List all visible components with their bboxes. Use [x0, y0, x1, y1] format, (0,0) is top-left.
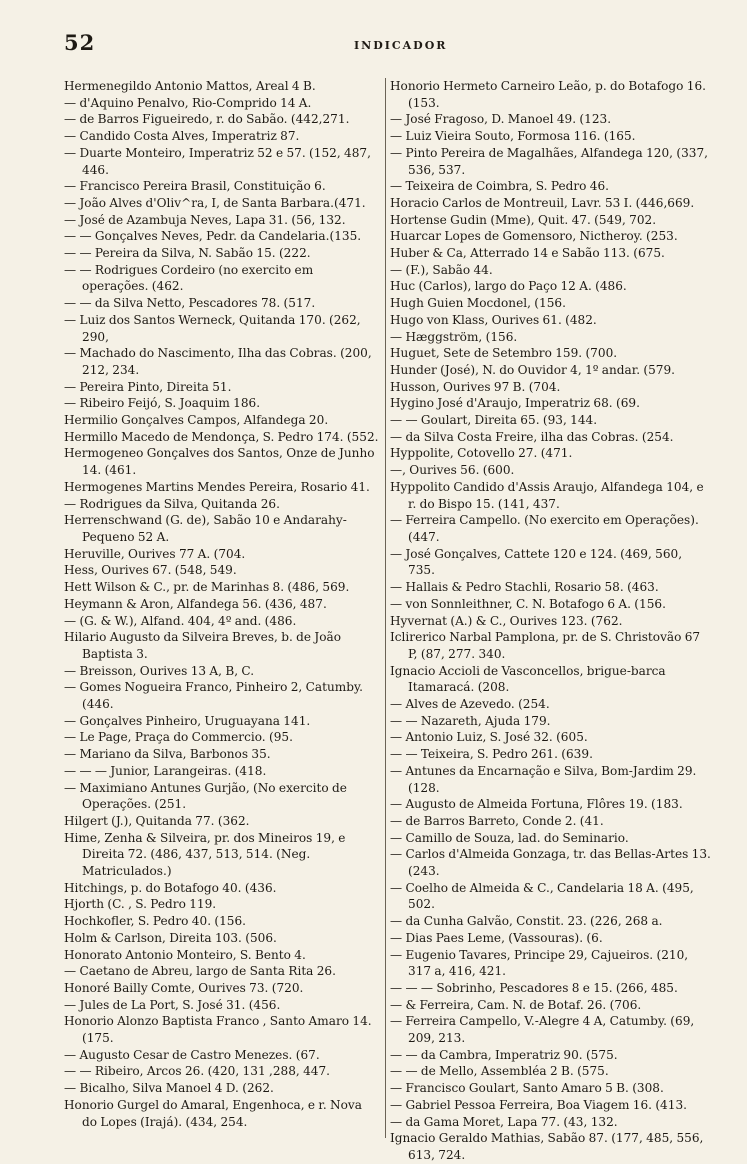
- directory-entry: — — Goulart, Direita 65. (93, 144.: [390, 413, 598, 428]
- directory-entry: Hess, Ourives 67. (548, 549.: [64, 563, 237, 578]
- directory-entry: Hyppolite, Cotovello 27. (471.: [390, 446, 573, 461]
- directory-entry: — Ribeiro Feijó, S. Joaquim 186.: [64, 396, 261, 411]
- directory-entry: — Alves de Azevedo. (254.: [390, 697, 550, 712]
- directory-entry: — Antunes da Encarnação e Silva, Bom-Jardim 29. (128.: [390, 763, 697, 795]
- directory-entry: — Ferreira Campello, V.-Alegre 4 A, Catumby. (69, 209, 213.: [390, 1014, 695, 1046]
- directory-entry: — Teixeira de Coimbra, S. Pedro 46.: [390, 179, 609, 194]
- directory-entry: Hime, Zenha & Silveira, pr. dos Mineiros 19, e Direita 72. (486, 437, 513, 514. (Neg. Matriculados.): [64, 830, 346, 879]
- directory-entry: — — — Junior, Larangeiras. (418.: [64, 763, 267, 778]
- right-column: [390, 78, 712, 1164]
- directory-entry: — Dias Paes Leme, (Vassouras). (6.: [390, 930, 603, 945]
- directory-entry: — — Ribeiro, Arcos 26. (420, 131 ,288, 447.: [64, 1064, 331, 1079]
- directory-entry: — Machado do Nascimento, Ilha das Cobras. (200, 212, 234.: [64, 346, 372, 377]
- directory-entry: — Gabriel Pessoa Ferreira, Boa Viagem 16. (413.: [390, 1097, 687, 1112]
- directory-entry: — Caetano de Abreu, largo de Santa Rita 26.: [64, 964, 336, 979]
- directory-entry: — Eugenio Tavares, Principe 29, Cajueiros. (210, 317 a, 416, 421.: [390, 947, 689, 979]
- directory-entry: — Pereira Pinto, Direita 51.: [64, 379, 232, 394]
- directory-entry: — Augusto Cesar de Castro Menezes. (67.: [64, 1047, 320, 1062]
- directory-entry: — Gomes Nogueira Franco, Pinheiro 2, Catumby. (446.: [64, 680, 364, 712]
- directory-entry: — Antonio Luiz, S. José 32. (605.: [390, 730, 588, 745]
- directory-entry: — von Sonnleithner, C. N. Botafogo 6 A. (156.: [390, 596, 666, 611]
- directory-entry: Honoré Bailly Comte, Ourives 73. (720.: [64, 980, 304, 995]
- directory-entry: Huc (Carlos), largo do Paço 12 A. (486.: [390, 279, 627, 294]
- directory-entry: — d'Aquino Penalvo, Rio-Comprido 14 A.: [64, 95, 312, 110]
- directory-entry: Huarcar Lopes de Gomensoro, Nictheroy. (253.: [390, 229, 678, 244]
- directory-entry: Horacio Carlos de Montreuil, Lavr. 53 I. (446,669.: [390, 195, 695, 210]
- directory-entry: Heruville, Ourives 77 A. (704.: [64, 546, 246, 561]
- directory-entry: — de Barros Barreto, Conde 2. (41.: [390, 813, 604, 828]
- directory-entry: — Mariano da Silva, Barbonos 35.: [64, 747, 271, 762]
- directory-entry: Hermenegildo Antonio Mattos, Areal 4 B.: [64, 79, 316, 93]
- directory-entry: — Hallais & Pedro Stachli, Rosario 58. (463.: [390, 580, 659, 595]
- directory-entry: — Rodrigues da Silva, Quitanda 26.: [64, 496, 280, 511]
- directory-entry: — Duarte Monteiro, Imperatriz 52 e 57. (152, 487, 446.: [64, 145, 371, 177]
- directory-entry: — (F.), Sabão 44.: [390, 262, 493, 277]
- directory-entry: — Jules de La Port, S. José 31. (456.: [64, 997, 281, 1012]
- column-divider: [385, 78, 386, 1138]
- directory-entry: — & Ferreira, Cam. N. de Botaf. 26. (706.: [390, 997, 642, 1012]
- directory-entry: Hilgert (J.), Quitanda 77. (362.: [64, 813, 250, 828]
- directory-entry: Hugh Guien Mocdonel, (156.: [390, 296, 566, 311]
- directory-entry: Hitchings, p. do Botafogo 40. (436.: [64, 880, 277, 895]
- page-header: [64, 30, 704, 60]
- directory-entry: — Augusto de Almeida Fortuna, Flôres 19. (183.: [390, 797, 683, 812]
- directory-entry: — Coelho de Almeida & C., Candelaria 18 A. (495, 502.: [390, 880, 694, 912]
- directory-entry: Heymann & Aron, Alfandega 56. (436, 487.: [64, 596, 327, 611]
- directory-entry: — da Gama Moret, Lapa 77. (43, 132.: [390, 1114, 618, 1129]
- directory-entry: — João Alves d'Oliv^ra, I, de Santa Barbara.(471.: [64, 195, 366, 210]
- directory-entry: Herrenschwand (G. de), Sabão 10 e Andarahy-Pequeno 52 A.: [64, 513, 347, 544]
- directory-entry: Hermilio Gonçalves Campos, Alfandega 20.: [64, 413, 329, 428]
- directory-entry: — Maximiano Antunes Gurjão, (No exercito de Operações. (251.: [64, 780, 347, 812]
- directory-entry: — Le Page, Praça do Commercio. (95.: [64, 730, 293, 745]
- directory-entry: Ignacio Accioli de Vasconcellos, brigue-barca Itamaracá. (208.: [390, 663, 666, 695]
- directory-entry: Hjorth (C. , S. Pedro 119.: [64, 897, 217, 912]
- page-number: 52: [64, 30, 96, 55]
- directory-entry: Honorato Antonio Monteiro, S. Bento 4.: [64, 947, 306, 962]
- directory-entry: — José Fragoso, D. Manoel 49. (123.: [390, 112, 612, 127]
- directory-entry: — Francisco Goulart, Santo Amaro 5 B. (308.: [390, 1081, 664, 1096]
- directory-entry: Hortense Gudin (Mme), Quit. 47. (549, 702.: [390, 212, 657, 227]
- directory-entry: — — de Mello, Assembléa 2 B. (575.: [390, 1064, 609, 1079]
- directory-entry: — — da Silva Netto, Pescadores 78. (517.: [64, 296, 316, 311]
- directory-entry: — (G. & W.), Alfand. 404, 4º and. (486.: [64, 613, 297, 628]
- page-title: INDICADOR: [354, 39, 448, 52]
- directory-entry: Hunder (José), N. do Ouvidor 4, 1º andar. (579.: [390, 362, 676, 377]
- directory-entry: Honorio Gurgel do Amaral, Engenhoca, e r. Nova do Lopes (Irajá). (434, 254.: [64, 1097, 362, 1129]
- directory-entry: Hermogenes Martins Mendes Pereira, Rosario 41.: [64, 479, 370, 494]
- directory-entry: — Pinto Pereira de Magalhães, Alfandega 120, (337, 536, 537.: [390, 145, 709, 177]
- left-column: [64, 78, 379, 1130]
- directory-entry: — Luiz Vieira Souto, Formosa 116. (165.: [390, 129, 636, 144]
- directory-entry: — Carlos d'Almeida Gonzaga, tr. das Bellas-Artes 13. (243.: [390, 847, 711, 879]
- directory-entry: —, Ourives 56. (600.: [390, 463, 515, 478]
- directory-entry: Hett Wilson & C., pr. de Marinhas 8. (486, 569.: [64, 580, 350, 595]
- directory-entry: Huguet, Sete de Setembro 159. (700.: [390, 346, 618, 361]
- directory-entry: Hyvernat (A.) & C., Ourives 123. (762.: [390, 613, 623, 628]
- directory-entry: — — Teixeira, S. Pedro 261. (639.: [390, 747, 593, 762]
- directory-entry: Hugo von Klass, Ourives 61. (482.: [390, 312, 597, 327]
- directory-entry: — — Rodrigues Cordeiro (no exercito em operações. (462.: [64, 262, 314, 294]
- directory-entry: — José de Azambuja Neves, Lapa 31. (56, 132.: [64, 212, 346, 227]
- directory-entry: — da Silva Costa Freire, ilha das Cobras. (254.: [390, 429, 674, 444]
- directory-entry: Hochkofler, S. Pedro 40. (156.: [64, 914, 247, 929]
- directory-entry: Ignacio Geraldo Mathias, Sabão 87. (177, 485, 556, 613, 724.: [390, 1131, 704, 1162]
- directory-entry: Hygino José d'Araujo, Imperatriz 68. (69.: [390, 396, 640, 411]
- directory-entry: — Candido Costa Alves, Imperatriz 87.: [64, 129, 300, 144]
- directory-entry: — Ferreira Campello. (No exercito em Operações). (447.: [390, 513, 699, 544]
- directory-entry: — — da Cambra, Imperatriz 90. (575.: [390, 1047, 618, 1062]
- directory-entry: — Hæggström, (156.: [390, 329, 518, 344]
- directory-entry: — — Gonçalves Neves, Pedr. da Candelaria.(135.: [64, 229, 362, 244]
- directory-entry: — — Nazareth, Ajuda 179.: [390, 713, 551, 728]
- directory-entry: Husson, Ourives 97 B. (704.: [390, 379, 561, 394]
- directory-entry: Hermillo Macedo de Mendonça, S. Pedro 174. (552.: [64, 429, 379, 444]
- directory-entry: — Breisson, Ourives 13 A, B, C.: [64, 663, 255, 678]
- directory-entry: Honorio Alonzo Baptista Franco , Santo Amaro 14. (175.: [64, 1014, 372, 1046]
- directory-entry: — da Cunha Galvão, Constit. 23. (226, 268 a.: [390, 914, 663, 929]
- directory-entry: Hyppolito Candido d'Assis Araujo, Alfandega 104, e r. do Bispo 15. (141, 437.: [390, 479, 704, 511]
- directory-entry: — Francisco Pereira Brasil, Constituição 6.: [64, 179, 326, 194]
- directory-entry: Holm & Carlson, Direita 103. (506.: [64, 930, 277, 945]
- directory-entry: — de Barros Figueiredo, r. do Sabão. (442,271.: [64, 112, 350, 127]
- directory-entry: — Gonçalves Pinheiro, Uruguayana 141.: [64, 713, 311, 728]
- directory-entry: Iclirerico Narbal Pamplona, pr. de S. Christovão 67 P, (87, 277. 340.: [390, 630, 701, 661]
- directory-entry: Huber & Ca, Atterrado 14 e Sabão 113. (675.: [390, 246, 665, 261]
- directory-entry: — — Pereira da Silva, N. Sabão 15. (222.: [64, 246, 311, 261]
- directory-entry: — Camillo de Souza, lad. do Seminario.: [390, 830, 629, 845]
- directory-entry: — Bicalho, Silva Manoel 4 D. (262.: [64, 1081, 274, 1096]
- directory-entry: Hilario Augusto da Silveira Breves, b. de João Baptista 3.: [64, 630, 342, 661]
- directory-entry: — Luiz dos Santos Werneck, Quitanda 170. (262, 290,: [64, 312, 361, 344]
- directory-entry: Hermogeneo Gonçalves dos Santos, Onze de Junho 14. (461.: [64, 446, 375, 478]
- directory-entry: — José Gonçalves, Cattete 120 e 124. (469, 560, 735.: [390, 546, 683, 578]
- directory-entry: Honorio Hermeto Carneiro Leão, p. do Botafogo 16. (153.: [390, 79, 706, 110]
- directory-entry: — — — Sobrinho, Pescadores 8 e 15. (266, 485.: [390, 980, 678, 995]
